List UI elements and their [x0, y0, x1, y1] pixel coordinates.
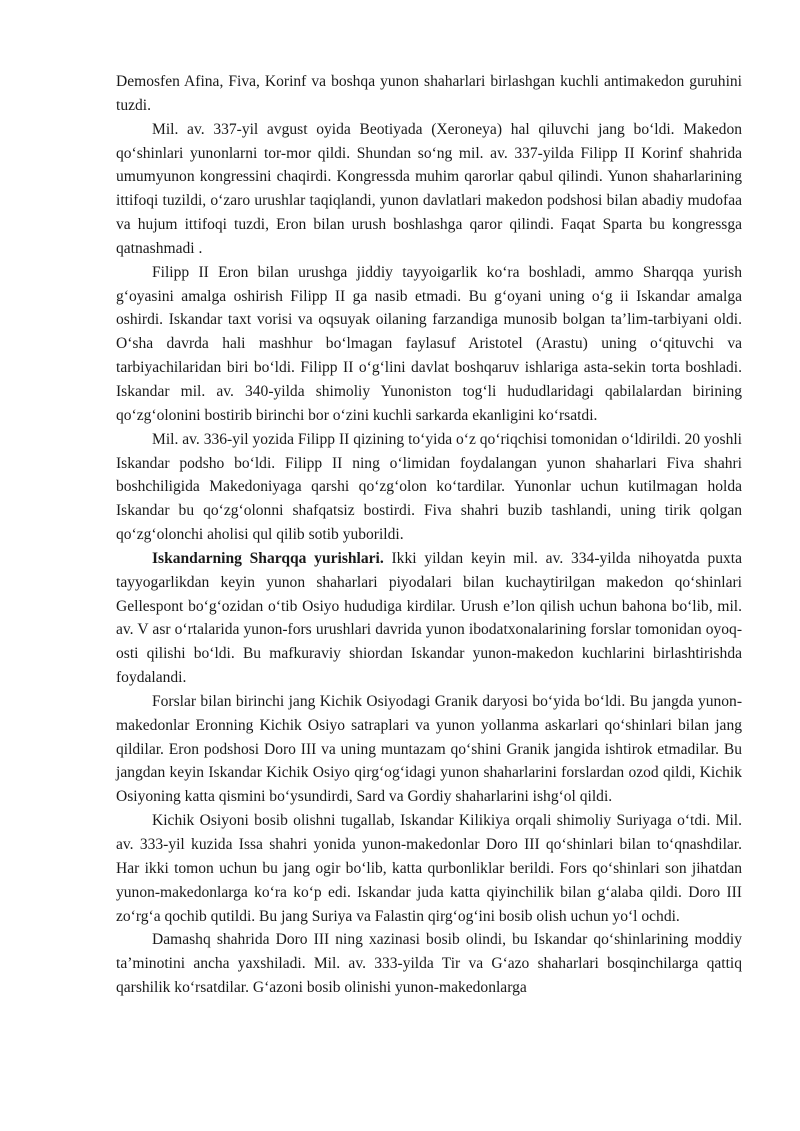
paragraph: Mil. av. 337-yil avgust oyida Beotiyada (Xeroneya) hal qiluvchi jang bo‘ldi. Makedon qo‘shinlari yunonlarni tor-mor qildi. Shundan so‘ng mil. av. 337-yilda Filipp II Korinf shahrida umumyunon kongressini chaqirdi. Kongressda muhim qarorlar qabul qilindi. Yunon shaharlarining ittifoqi tuzildi, o‘zaro urushlar taqiqlandi, yunon davlatlari makedon podshosi bilan abadiy mudofaa va hujum ittifoqi tuzdi, Eron bilan urush boshlashga qaror qilindi. Faqat Sparta bu kongressga qatnashmadi .	[116, 120, 742, 257]
paragraph: Mil. av. 336-yil yozida Filipp II qizining to‘yida o‘z qo‘riqchisi tomonidan o‘ldirildi. 20 yoshli Iskandar podsho bo‘ldi. Filipp II ning o‘limidan foydalangan yunon shaharlari Fiva shahri boshchiligida Makedoniyaga qarshi qo‘zg‘olon ko‘tardilar. Yunonlar uchun kutilmagan holda Iskandar bu qo‘zg‘olonni shafqatsiz bostirdi. Fiva shahri buzib tashlandi, uning tirik qolgan qo‘zg‘olonchi aholisi qul qilib sotib yuborildi.	[116, 430, 742, 544]
paragraph-text: Ikki yildan keyin mil. av. 334-yilda nihoyatda puxta tayyogarlikdan keyin yunon shaharlari piyodalari bilan kuchaytirilgan makedon qo‘shinlari Gellespont bo‘g‘ozidan o‘tib Osiyo hududiga kirdilar. Urush e’lon qilish uchun bahona bo‘lib, mil. av. V asr o‘rtalarida yunon-fors urushlari davrida yunon ibodatxonalarining forslar tomonidan oyoq-osti qilishi bo‘ldi. Bu mafkuraviy shiordan Iskandar yunon-makedon kuchlarini birlashtirishda foydalandi.	[116, 549, 742, 687]
paragraph: Demosfen Afina, Fiva, Korinf va boshqa yunon shaharlari birlashgan kuchli antimakedon guruhini tuzdi.	[116, 73, 742, 114]
section-heading: Iskandarning Sharqqa yurishlari.	[152, 549, 384, 567]
paragraph: Forslar bilan birinchi jang Kichik Osiyodagi Granik daryosi bo‘yida bo‘ldi. Bu jangda yunon-makedonlar Eronning Kichik Osiyo satraplari va yunon yollanma askarlari qo‘shinlari bilan jang qildilar. Eron podshosi Doro III va uning muntazam qo‘shini Granik jangida ishtirok etmadilar. Bu jangdan keyin Iskandar Kichik Osiyo qirg‘og‘idagi yunon shaharlarini forslardan ozod qildi, Kichik Osiyoning katta qismini bo‘ysundirdi, Sard va Gordiy shaharlarini ishg‘ol qildi.	[116, 692, 742, 806]
paragraph: Filipp II Eron bilan urushga jiddiy tayyoigarlik ko‘ra boshladi, ammo Sharqqa yurish g‘oyasini amalga oshirish Filipp II ga nasib etmadi. Bu g‘oyani uning o‘g ii Iskandar amalga oshirdi. Iskandar taxt vorisi va oqsuyak oilaning farzandiga munosib bolgan ta’lim-tarbiyani oldi. O‘sha davrda hali mashhur bo‘lmagan faylasuf Aristotel (Arastu) uning o‘qituvchi va tarbiyachilaridan biri bo‘ldi. Filipp II o‘g‘lini davlat boshqaruv ishlariga asta-sekin torta boshladi. Iskandar mil. av. 340-yilda shimoliy Yunoniston tog‘li hududlaridagi qabilalardan birining qo‘zg‘olonini bostirib birinchi bor o‘zini kuchli sarkarda ekanligini ko‘rsatdi.	[116, 263, 742, 424]
paragraph-with-heading	[116, 547, 742, 690]
document-page	[116, 70, 742, 1000]
paragraph: Damashq shahrida Doro III ning xazinasi bosib olindi, bu Iskandar qo‘shinlarining moddiy ta’minotini ancha yaxshiladi. Mil. av. 333-yilda Tir va G‘azo shaharlari bosqinchilarga qattiq qarshilik ko‘rsatdilar. G‘azoni bosib olinishi yunon-makedonlarga	[116, 931, 742, 997]
paragraph: Kichik Osiyoni bosib olishni tugallab, Iskandar Kilikiya orqali shimoliy Suriyaga o‘tdi. Mil. av. 333-yil kuzida Issa shahri yonida yunon-makedonlar Doro III qo‘shinlari bilan to‘qnashdilar. Har ikki tomon uchun bu jang ogir bo‘lib, katta qurbonliklar berildi. Fors qo‘shinlari son jihatdan yunon-makedonlarga ko‘ra ko‘p edi. Iskandar juda katta qiyinchilik bilan g‘alaba qildi. Doro III zo‘rg‘a qochib qutildi. Bu jang Suriya va Falastin qirg‘og‘ini bosib olish uchun yo‘l ochdi.	[116, 812, 742, 925]
